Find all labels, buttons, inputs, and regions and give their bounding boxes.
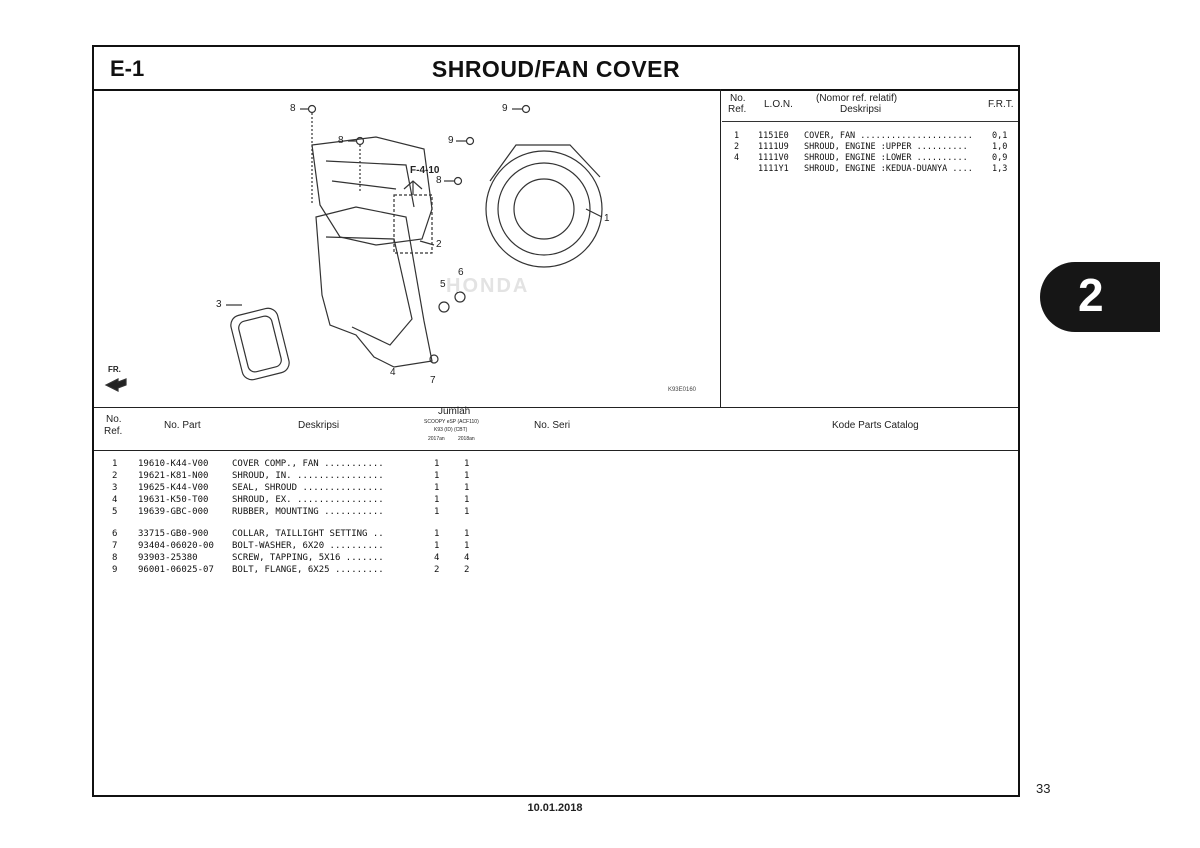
callout-1: 1 [604,213,610,224]
honda-watermark: HONDA [446,275,530,297]
parts-table-header [94,407,1018,451]
table-row: 1111Y1 SHROUD, ENGINE :KEDUA-DUANYA .... 1,3 [758,164,1008,174]
jumlah-year-1: 2017an [428,436,445,442]
section-tab [1040,262,1160,332]
table-row: 2 1111U9 SHROUD, ENGINE :UPPER .......... 1,0 [734,142,1008,152]
frt-table-header [722,89,1018,122]
parts-col-ref: Ref. [104,426,123,437]
frt-col-no: No. [730,93,746,104]
callout-8: 8 [338,135,344,146]
jumlah-type: K93 (ID) (CBT) [434,427,468,433]
table-row: 4 19631-K50-T00 SHROUD, EX. ................ 1 1 [112,495,470,505]
parts-col-part: No. Part [164,420,201,431]
group-spacer [94,519,1018,529]
parts-col-no: No. [106,414,122,425]
frt-col-lon: L.O.N. [764,99,793,110]
callout-9: 9 [502,103,508,114]
parts-drawing [94,89,720,407]
table-row: 1 1151E0 COVER, FAN ...................... 0,1 [734,131,1008,141]
page-number: 33 [1036,781,1051,796]
callout-6: 6 [458,267,464,278]
table-row: 8 93903-25380 SCREW, TAPPING, 5X16 ....... 4 4 [112,553,470,563]
table-row: 3 19625-K44-V00 SEAL, SHROUD ............... 1 1 [112,483,470,493]
callout-4: 4 [390,367,396,378]
frt-col-nomor: (Nomor ref. relatif) [816,93,898,104]
exploded-diagram [94,89,721,407]
frt-col-desc: Deskripsi [840,104,882,115]
table-row: 2 19621-K81-N00 SHROUD, IN. ................ 1 1 [112,471,470,481]
callout-9: 9 [448,135,454,146]
frt-col-frt: F.R.T. [988,99,1014,110]
parts-col-seri: No. Seri [534,420,571,431]
parts-col-desc: Deskripsi [298,420,340,431]
table-row: 1 19610-K44-V00 COVER COMP., FAN ........... 1 1 [112,459,470,469]
page-header [94,47,1018,91]
table-row: 4 1111V0 SHROUD, ENGINE :LOWER .......... 0,9 [734,153,1008,163]
footer-date: 10.01.2018 [527,802,583,814]
table-row: 9 96001-06025-07 BOLT, FLANGE, 6X25 ......... 2 2 [112,565,470,575]
section-tab-number: 2 [1078,269,1104,321]
table-row: 5 19639-GBC-000 RUBBER, MOUNTING ........... 1 1 [112,507,470,517]
callout-7: 7 [430,375,436,386]
image-code: K93E0160 [667,387,696,393]
frt-table [722,89,1018,407]
callout-3: 3 [216,299,222,310]
callout-8: 8 [436,175,442,186]
frt-table-rows [722,131,1018,175]
section-code: E-1 [110,56,145,81]
jumlah-year-2: 2018an [458,436,475,442]
front-direction-label: FR. [108,365,121,374]
parts-table-rows [94,459,1018,577]
callout-2: 2 [436,239,442,250]
page-title: SHROUD/FAN COVER [431,56,681,82]
table-row: 6 33715-GB0-900 COLLAR, TAILLIGHT SETTING .. 1 1 [112,529,470,539]
table-row: 7 93404-06020-00 BOLT-WASHER, 6X20 .......... 1 1 [112,541,470,551]
parts-col-kode: Kode Parts Catalog [832,420,919,431]
parts-col-jumlah: Jumlah [438,406,471,417]
callout-8: 8 [290,103,296,114]
jumlah-model: SCOOPY eSP (ACF110) [424,419,479,425]
frt-col-ref: Ref. [728,104,747,115]
catalog-page-frame [92,45,1020,797]
reference-label: F-4-10 [410,165,440,176]
callout-5: 5 [440,279,446,290]
